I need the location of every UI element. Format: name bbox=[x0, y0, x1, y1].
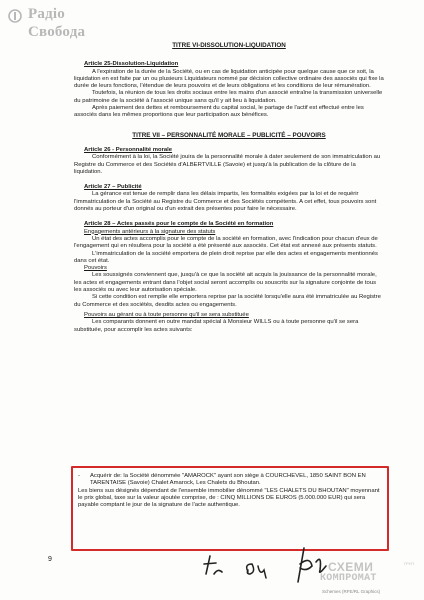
article-26-paragraph-1: Conformément à la loi, la Société jouira de la personnalité morale à dater seulement de son immatriculation au Registre du Commerce et des Sociétés d'ALBERTVILLE (Savoie) et jusqu'à la publication de la clôture de la liquidation. bbox=[74, 154, 381, 175]
article-28-subheading-3: Pouvoirs au gérant ou à toute personne qu'il se sera substituée bbox=[84, 311, 249, 318]
logo-line-2: Свобода bbox=[28, 24, 86, 40]
watermark-top: СХЕМИ bbox=[328, 560, 374, 574]
highlighted-clause-acquisition: - Acquérir de: la Société dénommée "AMAROCK" ayant son siège à COURCHEVEL, 1850 SAINT BON EN TARENTAISE (Savoie) Chalet Amarock, Les Chalets du Bhoutan. bbox=[78, 473, 382, 488]
article-28-paragraph-4: Si cette condition est remplie elle emportera reprise par la société lorsqu'elle aura été immatriculée au Registre du Commerce et des sociétés, desdits actes ou engagements. bbox=[74, 294, 381, 308]
document-body bbox=[74, 42, 384, 334]
skhemy-watermark bbox=[318, 560, 414, 588]
article-28-subheading-1: Engagements antérieurs à la signature des statuts bbox=[84, 228, 216, 235]
article-25-heading: Article 25-Dissolution-Liquidation bbox=[84, 61, 179, 68]
highlighted-clause-price: Les biens sus désignés dépendant de l'ensemble immobilier dénommé "LES CHALETS DU BHOUTAN" moyennant le prix global, taxe sur la valeur ajoutée comprise, de : CINQ MILLIONS DE EUROS (5.000.000 EUR) qui sera payable comptant le jour de la signature de l'acte authentique. bbox=[78, 487, 380, 509]
article-25-paragraph-1: A l'expiration de la durée de la Société, ou en cas de liquidation anticipée pour quelque cause que ce soit, la liquidation en est faite par un ou plusieurs Liquidateurs nommé par décision collective ordinaire des associés qui fixe la durée de leurs fonctions, l'étendue de leurs pouvoirs et de leurs obligations et les conditions de leur rémunération. bbox=[74, 68, 384, 90]
title-vi: TITRE VI-DISSOLUTION-LIQUIDATION bbox=[172, 42, 286, 49]
article-25-paragraph-3: Après paiement des dettes et remboursement du capital social, le partage de l'actif est effectué entre les associés dans les mêmes proportions que leur participation aux bénéfices. bbox=[74, 105, 364, 119]
article-28-paragraph-2: L'immatriculation de la société emportera de plein droit reprise par elle des actes et engagements mentionnés dans cet état. bbox=[74, 250, 378, 264]
page-number: 9 bbox=[48, 556, 52, 563]
image-credit: Schemes (RFE/RL Graphics) bbox=[322, 589, 381, 594]
article-28-paragraph-3: Les soussignés conviennent que, jusqu'à ce que la société ait acquis la jouissance de la personnalité morale, les actes et engagements entrant dans l'objet social seront accomplis ou souscrits sur la signature conjointe de tous les associés ou avec leur autorisation spéciale. bbox=[74, 272, 377, 294]
article-28-paragraph-1: Un état des actes accomplis pour le compte de la société en formation, avec l'indication pour chacun d'eux de l'engagement qui en résultera pour la société a été présenté aux associés. Cet état est annexé aux présents statuts. bbox=[74, 235, 378, 250]
article-27-heading: Article 27 – Publicité bbox=[84, 184, 142, 191]
watermark-side: ГРУП bbox=[403, 561, 414, 566]
article-26-heading: Article 26 - Personnalité morale bbox=[84, 146, 173, 153]
highlighted-clause bbox=[78, 473, 382, 509]
radio-svoboda-logo bbox=[8, 6, 118, 46]
logo-line-1: Радіо bbox=[28, 6, 65, 22]
title-vii: TITRE VII – PERSONNALITÉ MORALE – PUBLICITÉ – POUVOIRS bbox=[132, 131, 326, 139]
radio-logo-icon bbox=[8, 9, 22, 23]
article-25-paragraph-2: Toutefois, la réunion de tous les droits sociaux entre les mains d'un associé entraîne la transmission universelle du patrimoine de la société à l'associé unique sans qu'il y ait lieu à liquidation. bbox=[74, 90, 383, 104]
article-28-heading: Article 28 – Actes passés pour le compte de la Société en formation bbox=[84, 221, 274, 228]
watermark-bottom: КОМПРОМАТ bbox=[320, 573, 377, 584]
article-27-paragraph-1: La gérance est tenue de remplir dans les délais impartis, les formalités exigées par la loi et de requérir l'immatriculation de la Société au Registre du Commerce et des Sociétés compétents. A cet effet, tous pouvoirs sont donnés au porteur d'un original ou d'un extrait des présentes pour faire le nécessaire. bbox=[74, 191, 377, 213]
article-28-subheading-2: Pouvoirs bbox=[84, 265, 107, 272]
article-28-paragraph-5: Les comparants donnent en outre mandat spécial à Monsieur WILLS ou à toute personne qu'il se sera substituée, pour accomplir les actes suivants: bbox=[74, 319, 359, 333]
